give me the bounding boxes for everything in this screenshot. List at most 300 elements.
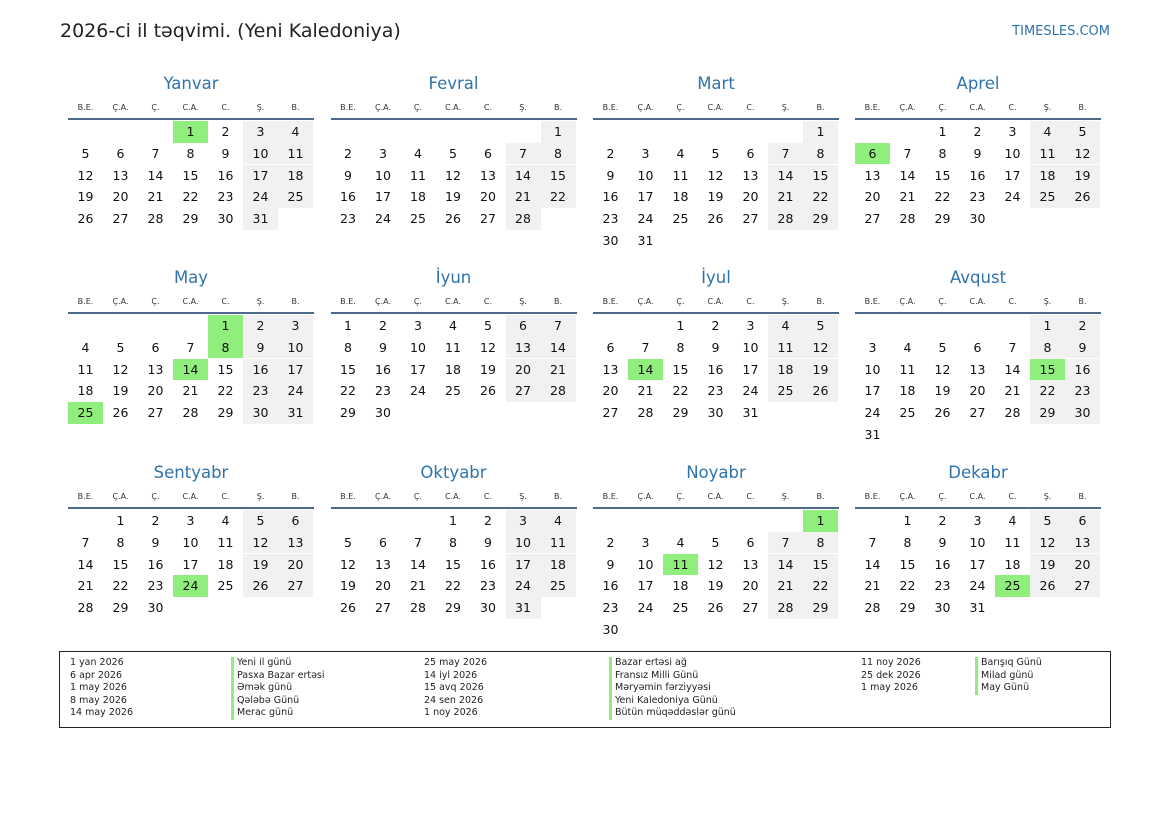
day-cell[interactable]: 14 bbox=[77, 556, 94, 572]
day-cell[interactable]: 21 bbox=[77, 578, 94, 594]
day-cell[interactable]: 26 bbox=[112, 405, 129, 421]
day-cell[interactable]: 4 bbox=[541, 510, 576, 532]
day-cell[interactable]: 6 bbox=[973, 339, 982, 355]
day-cell[interactable]: 19 bbox=[445, 189, 461, 205]
day-cell[interactable]: 6 bbox=[151, 339, 160, 355]
day-cell[interactable]: 25 bbox=[899, 405, 916, 421]
day-cell[interactable]: 30 bbox=[1065, 402, 1100, 424]
day-cell[interactable]: 14 bbox=[1004, 361, 1021, 377]
holiday-day-cell[interactable]: 8 bbox=[208, 337, 243, 359]
day-cell[interactable]: 25 bbox=[541, 575, 576, 597]
day-cell[interactable]: 16 bbox=[217, 167, 234, 183]
day-cell[interactable]: 17 bbox=[864, 383, 881, 399]
day-cell[interactable]: 2 bbox=[484, 513, 492, 528]
day-cell[interactable]: 30 bbox=[602, 233, 619, 248]
day-cell[interactable]: 19 bbox=[1030, 554, 1065, 576]
day-cell[interactable]: 9 bbox=[221, 145, 230, 161]
day-cell[interactable]: 4 bbox=[1030, 121, 1065, 143]
day-cell[interactable]: 21 bbox=[541, 359, 576, 381]
day-cell[interactable]: 19 bbox=[243, 554, 278, 576]
day-cell[interactable]: 25 bbox=[217, 578, 234, 594]
day-cell[interactable]: 31 bbox=[506, 597, 541, 619]
day-cell[interactable]: 31 bbox=[969, 600, 986, 616]
day-cell[interactable]: 12 bbox=[707, 167, 724, 183]
day-cell[interactable]: 15 bbox=[672, 361, 689, 377]
day-cell[interactable]: 5 bbox=[116, 339, 125, 355]
day-cell[interactable]: 23 bbox=[243, 380, 278, 402]
day-cell[interactable]: 17 bbox=[243, 165, 278, 187]
day-cell[interactable]: 26 bbox=[480, 383, 496, 399]
day-cell[interactable]: 4 bbox=[676, 534, 685, 550]
day-cell[interactable]: 10 bbox=[243, 143, 278, 165]
day-cell[interactable]: 7 bbox=[541, 315, 576, 337]
day-cell[interactable]: 25 bbox=[1030, 186, 1065, 208]
day-cell[interactable]: 6 bbox=[746, 534, 755, 550]
day-cell[interactable]: 9 bbox=[1065, 337, 1100, 359]
day-cell[interactable]: 30 bbox=[217, 211, 234, 227]
day-cell[interactable]: 22 bbox=[112, 578, 129, 594]
day-cell[interactable]: 7 bbox=[414, 534, 422, 550]
day-cell[interactable]: 4 bbox=[221, 513, 230, 528]
day-cell[interactable]: 15 bbox=[112, 556, 129, 572]
day-cell[interactable]: 18 bbox=[217, 556, 234, 572]
day-cell[interactable]: 9 bbox=[243, 337, 278, 359]
day-cell[interactable]: 2 bbox=[973, 124, 982, 139]
day-cell[interactable]: 22 bbox=[445, 578, 461, 594]
day-cell[interactable]: 13 bbox=[506, 337, 541, 359]
day-cell[interactable]: 11 bbox=[541, 532, 576, 554]
day-cell[interactable]: 19 bbox=[77, 189, 94, 205]
day-cell[interactable]: 13 bbox=[742, 556, 759, 572]
holiday-day-cell[interactable]: 24 bbox=[173, 575, 208, 597]
day-cell[interactable]: 1 bbox=[541, 121, 576, 143]
day-cell[interactable]: 9 bbox=[938, 534, 947, 550]
day-cell[interactable]: 30 bbox=[707, 405, 724, 421]
day-cell[interactable]: 5 bbox=[1065, 121, 1100, 143]
day-cell[interactable]: 17 bbox=[410, 361, 426, 377]
day-cell[interactable]: 21 bbox=[899, 189, 916, 205]
site-link[interactable]: TIMESLES.COM bbox=[1012, 24, 1110, 39]
day-cell[interactable]: 1 bbox=[344, 318, 352, 333]
day-cell[interactable]: 8 bbox=[116, 534, 125, 550]
day-cell[interactable]: 18 bbox=[672, 578, 689, 594]
day-cell[interactable]: 12 bbox=[340, 556, 356, 572]
day-cell[interactable]: 28 bbox=[864, 600, 881, 616]
day-cell[interactable]: 9 bbox=[344, 167, 352, 183]
holiday-day-cell[interactable]: 14 bbox=[628, 359, 663, 381]
day-cell[interactable]: 14 bbox=[768, 554, 803, 576]
day-cell[interactable]: 24 bbox=[243, 186, 278, 208]
day-cell[interactable]: 3 bbox=[379, 145, 387, 161]
day-cell[interactable]: 23 bbox=[969, 189, 986, 205]
day-cell[interactable]: 16 bbox=[602, 578, 619, 594]
day-cell[interactable]: 15 bbox=[541, 165, 576, 187]
day-cell[interactable]: 16 bbox=[969, 167, 986, 183]
day-cell[interactable]: 1 bbox=[116, 513, 125, 528]
day-cell[interactable]: 12 bbox=[77, 167, 94, 183]
day-cell[interactable]: 21 bbox=[637, 383, 654, 399]
day-cell[interactable]: 5 bbox=[243, 510, 278, 532]
day-cell[interactable]: 20 bbox=[480, 189, 496, 205]
day-cell[interactable]: 28 bbox=[182, 405, 199, 421]
day-cell[interactable]: 3 bbox=[506, 510, 541, 532]
day-cell[interactable]: 13 bbox=[480, 167, 496, 183]
day-cell[interactable]: 29 bbox=[182, 211, 199, 227]
day-cell[interactable]: 14 bbox=[410, 556, 426, 572]
day-cell[interactable]: 8 bbox=[803, 143, 838, 165]
day-cell[interactable]: 3 bbox=[868, 339, 877, 355]
day-cell[interactable]: 28 bbox=[77, 600, 94, 616]
day-cell[interactable]: 7 bbox=[186, 339, 195, 355]
day-cell[interactable]: 6 bbox=[1065, 510, 1100, 532]
day-cell[interactable]: 18 bbox=[77, 383, 94, 399]
day-cell[interactable]: 10 bbox=[1004, 145, 1021, 161]
day-cell[interactable]: 9 bbox=[711, 339, 720, 355]
day-cell[interactable]: 12 bbox=[934, 361, 951, 377]
day-cell[interactable]: 18 bbox=[768, 359, 803, 381]
holiday-day-cell[interactable]: 1 bbox=[803, 510, 838, 532]
day-cell[interactable]: 19 bbox=[1065, 165, 1100, 187]
day-cell[interactable]: 12 bbox=[480, 339, 496, 355]
day-cell[interactable]: 8 bbox=[344, 339, 352, 355]
day-cell[interactable]: 13 bbox=[969, 361, 986, 377]
day-cell[interactable]: 4 bbox=[449, 318, 457, 333]
day-cell[interactable]: 22 bbox=[672, 383, 689, 399]
day-cell[interactable]: 14 bbox=[768, 165, 803, 187]
day-cell[interactable]: 30 bbox=[147, 600, 164, 616]
day-cell[interactable]: 25 bbox=[672, 600, 689, 616]
day-cell[interactable]: 16 bbox=[934, 556, 951, 572]
day-cell[interactable]: 12 bbox=[445, 167, 461, 183]
day-cell[interactable]: 4 bbox=[676, 145, 685, 161]
day-cell[interactable]: 16 bbox=[480, 556, 496, 572]
day-cell[interactable]: 4 bbox=[903, 339, 912, 355]
day-cell[interactable]: 18 bbox=[278, 165, 313, 187]
day-cell[interactable]: 8 bbox=[676, 339, 685, 355]
day-cell[interactable]: 14 bbox=[541, 337, 576, 359]
day-cell[interactable]: 5 bbox=[344, 534, 352, 550]
day-cell[interactable]: 30 bbox=[243, 402, 278, 424]
day-cell[interactable]: 20 bbox=[112, 189, 129, 205]
day-cell[interactable]: 26 bbox=[707, 211, 724, 227]
day-cell[interactable]: 15 bbox=[182, 167, 199, 183]
day-cell[interactable]: 25 bbox=[672, 211, 689, 227]
day-cell[interactable]: 2 bbox=[243, 315, 278, 337]
day-cell[interactable]: 17 bbox=[278, 359, 313, 381]
day-cell[interactable]: 6 bbox=[116, 145, 125, 161]
day-cell[interactable]: 16 bbox=[243, 359, 278, 381]
day-cell[interactable]: 23 bbox=[147, 578, 164, 594]
day-cell[interactable]: 19 bbox=[803, 359, 838, 381]
day-cell[interactable]: 25 bbox=[445, 383, 461, 399]
day-cell[interactable]: 2 bbox=[344, 145, 352, 161]
day-cell[interactable]: 19 bbox=[707, 189, 724, 205]
day-cell[interactable]: 26 bbox=[707, 600, 724, 616]
day-cell[interactable]: 6 bbox=[484, 145, 492, 161]
day-cell[interactable]: 28 bbox=[768, 597, 803, 619]
day-cell[interactable]: 11 bbox=[217, 534, 234, 550]
day-cell[interactable]: 8 bbox=[186, 145, 195, 161]
day-cell[interactable]: 13 bbox=[112, 167, 129, 183]
day-cell[interactable]: 29 bbox=[803, 597, 838, 619]
day-cell[interactable]: 15 bbox=[899, 556, 916, 572]
day-cell[interactable]: 2 bbox=[606, 534, 615, 550]
day-cell[interactable]: 22 bbox=[934, 189, 951, 205]
day-cell[interactable]: 26 bbox=[77, 211, 94, 227]
day-cell[interactable]: 22 bbox=[899, 578, 916, 594]
day-cell[interactable]: 17 bbox=[742, 361, 759, 377]
day-cell[interactable]: 15 bbox=[217, 361, 234, 377]
day-cell[interactable]: 5 bbox=[938, 339, 947, 355]
day-cell[interactable]: 10 bbox=[637, 167, 654, 183]
day-cell[interactable]: 31 bbox=[278, 402, 313, 424]
day-cell[interactable]: 30 bbox=[934, 600, 951, 616]
day-cell[interactable]: 3 bbox=[973, 513, 982, 528]
day-cell[interactable]: 30 bbox=[480, 600, 496, 616]
day-cell[interactable]: 3 bbox=[243, 121, 278, 143]
day-cell[interactable]: 24 bbox=[375, 211, 391, 227]
day-cell[interactable]: 27 bbox=[506, 380, 541, 402]
day-cell[interactable]: 26 bbox=[803, 380, 838, 402]
day-cell[interactable]: 15 bbox=[803, 165, 838, 187]
day-cell[interactable]: 24 bbox=[637, 211, 654, 227]
day-cell[interactable]: 29 bbox=[340, 405, 356, 421]
day-cell[interactable]: 7 bbox=[81, 534, 90, 550]
day-cell[interactable]: 19 bbox=[112, 383, 129, 399]
day-cell[interactable]: 19 bbox=[707, 578, 724, 594]
day-cell[interactable]: 20 bbox=[602, 383, 619, 399]
day-cell[interactable]: 2 bbox=[151, 513, 160, 528]
day-cell[interactable]: 15 bbox=[340, 361, 356, 377]
day-cell[interactable]: 5 bbox=[484, 318, 492, 333]
day-cell[interactable]: 17 bbox=[637, 189, 654, 205]
day-cell[interactable]: 18 bbox=[899, 383, 916, 399]
day-cell[interactable]: 27 bbox=[112, 211, 129, 227]
day-cell[interactable]: 1 bbox=[1030, 315, 1065, 337]
day-cell[interactable]: 7 bbox=[868, 534, 877, 550]
day-cell[interactable]: 17 bbox=[375, 189, 391, 205]
day-cell[interactable]: 21 bbox=[410, 578, 426, 594]
day-cell[interactable]: 21 bbox=[506, 186, 541, 208]
day-cell[interactable]: 21 bbox=[147, 189, 164, 205]
day-cell[interactable]: 9 bbox=[151, 534, 160, 550]
day-cell[interactable]: 12 bbox=[243, 532, 278, 554]
day-cell[interactable]: 10 bbox=[864, 361, 881, 377]
day-cell[interactable]: 4 bbox=[768, 315, 803, 337]
day-cell[interactable]: 12 bbox=[1065, 143, 1100, 165]
day-cell[interactable]: 7 bbox=[506, 143, 541, 165]
day-cell[interactable]: 21 bbox=[768, 575, 803, 597]
day-cell[interactable]: 6 bbox=[506, 315, 541, 337]
day-cell[interactable]: 23 bbox=[217, 189, 234, 205]
day-cell[interactable]: 16 bbox=[147, 556, 164, 572]
day-cell[interactable]: 3 bbox=[746, 318, 755, 333]
day-cell[interactable]: 3 bbox=[641, 534, 650, 550]
day-cell[interactable]: 13 bbox=[375, 556, 391, 572]
day-cell[interactable]: 24 bbox=[278, 380, 313, 402]
day-cell[interactable]: 10 bbox=[375, 167, 391, 183]
day-cell[interactable]: 25 bbox=[768, 380, 803, 402]
day-cell[interactable]: 9 bbox=[973, 145, 982, 161]
day-cell[interactable]: 4 bbox=[1008, 513, 1017, 528]
day-cell[interactable]: 8 bbox=[903, 534, 912, 550]
day-cell[interactable]: 26 bbox=[445, 211, 461, 227]
day-cell[interactable]: 6 bbox=[278, 510, 313, 532]
day-cell[interactable]: 8 bbox=[938, 145, 947, 161]
day-cell[interactable]: 9 bbox=[606, 167, 615, 183]
day-cell[interactable]: 9 bbox=[484, 534, 492, 550]
day-cell[interactable]: 29 bbox=[899, 600, 916, 616]
holiday-day-cell[interactable]: 14 bbox=[173, 359, 208, 381]
day-cell[interactable]: 23 bbox=[480, 578, 496, 594]
day-cell[interactable]: 20 bbox=[1065, 554, 1100, 576]
day-cell[interactable]: 7 bbox=[768, 143, 803, 165]
day-cell[interactable]: 12 bbox=[707, 556, 724, 572]
day-cell[interactable]: 10 bbox=[278, 337, 313, 359]
day-cell[interactable]: 17 bbox=[969, 556, 986, 572]
day-cell[interactable]: 24 bbox=[637, 600, 654, 616]
day-cell[interactable]: 16 bbox=[340, 189, 356, 205]
day-cell[interactable]: 18 bbox=[541, 554, 576, 576]
day-cell[interactable]: 22 bbox=[803, 186, 838, 208]
day-cell[interactable]: 1 bbox=[938, 124, 947, 139]
day-cell[interactable]: 15 bbox=[934, 167, 951, 183]
day-cell[interactable]: 19 bbox=[480, 361, 496, 377]
day-cell[interactable]: 14 bbox=[864, 556, 881, 572]
day-cell[interactable]: 31 bbox=[243, 208, 278, 230]
day-cell[interactable]: 29 bbox=[445, 600, 461, 616]
day-cell[interactable]: 28 bbox=[637, 405, 654, 421]
day-cell[interactable]: 27 bbox=[147, 405, 164, 421]
holiday-day-cell[interactable]: 6 bbox=[855, 143, 890, 165]
day-cell[interactable]: 3 bbox=[186, 513, 195, 528]
day-cell[interactable]: 11 bbox=[278, 143, 313, 165]
day-cell[interactable]: 22 bbox=[1030, 380, 1065, 402]
day-cell[interactable]: 2 bbox=[221, 124, 230, 139]
day-cell[interactable]: 31 bbox=[637, 233, 654, 248]
day-cell[interactable]: 23 bbox=[340, 211, 356, 227]
day-cell[interactable]: 23 bbox=[602, 600, 619, 616]
day-cell[interactable]: 23 bbox=[602, 211, 619, 227]
day-cell[interactable]: 13 bbox=[742, 167, 759, 183]
day-cell[interactable]: 24 bbox=[1004, 189, 1021, 205]
day-cell[interactable]: 10 bbox=[506, 532, 541, 554]
day-cell[interactable]: 16 bbox=[602, 189, 619, 205]
day-cell[interactable]: 28 bbox=[541, 380, 576, 402]
day-cell[interactable]: 30 bbox=[602, 622, 619, 637]
day-cell[interactable]: 13 bbox=[147, 361, 164, 377]
day-cell[interactable]: 11 bbox=[768, 337, 803, 359]
day-cell[interactable]: 7 bbox=[768, 532, 803, 554]
day-cell[interactable]: 11 bbox=[672, 167, 689, 183]
day-cell[interactable]: 1 bbox=[803, 121, 838, 143]
day-cell[interactable]: 1 bbox=[903, 513, 912, 528]
day-cell[interactable]: 24 bbox=[742, 383, 759, 399]
day-cell[interactable]: 7 bbox=[1008, 339, 1017, 355]
day-cell[interactable]: 2 bbox=[711, 318, 720, 333]
day-cell[interactable]: 17 bbox=[1004, 167, 1021, 183]
day-cell[interactable]: 12 bbox=[112, 361, 129, 377]
day-cell[interactable]: 27 bbox=[969, 405, 986, 421]
day-cell[interactable]: 8 bbox=[1030, 337, 1065, 359]
day-cell[interactable]: 14 bbox=[147, 167, 164, 183]
day-cell[interactable]: 29 bbox=[803, 208, 838, 230]
day-cell[interactable]: 28 bbox=[410, 600, 426, 616]
day-cell[interactable]: 23 bbox=[375, 383, 391, 399]
day-cell[interactable]: 1 bbox=[449, 513, 457, 528]
day-cell[interactable]: 29 bbox=[112, 600, 129, 616]
day-cell[interactable]: 30 bbox=[375, 405, 391, 421]
day-cell[interactable]: 30 bbox=[969, 211, 986, 227]
holiday-day-cell[interactable]: 25 bbox=[68, 402, 103, 424]
day-cell[interactable]: 15 bbox=[445, 556, 461, 572]
holiday-day-cell[interactable]: 15 bbox=[1030, 359, 1065, 381]
day-cell[interactable]: 26 bbox=[934, 405, 951, 421]
day-cell[interactable]: 27 bbox=[742, 600, 759, 616]
day-cell[interactable]: 17 bbox=[506, 554, 541, 576]
day-cell[interactable]: 27 bbox=[1065, 575, 1100, 597]
day-cell[interactable]: 27 bbox=[864, 211, 881, 227]
day-cell[interactable]: 20 bbox=[147, 383, 164, 399]
day-cell[interactable]: 4 bbox=[278, 121, 313, 143]
day-cell[interactable]: 31 bbox=[742, 405, 759, 421]
day-cell[interactable]: 16 bbox=[707, 361, 724, 377]
day-cell[interactable]: 14 bbox=[899, 167, 916, 183]
day-cell[interactable]: 2 bbox=[1065, 315, 1100, 337]
day-cell[interactable]: 23 bbox=[707, 383, 724, 399]
day-cell[interactable]: 21 bbox=[864, 578, 881, 594]
day-cell[interactable]: 1 bbox=[676, 318, 685, 333]
day-cell[interactable]: 27 bbox=[375, 600, 391, 616]
day-cell[interactable]: 17 bbox=[182, 556, 199, 572]
day-cell[interactable]: 23 bbox=[934, 578, 951, 594]
day-cell[interactable]: 29 bbox=[934, 211, 951, 227]
day-cell[interactable]: 21 bbox=[1004, 383, 1021, 399]
day-cell[interactable]: 20 bbox=[742, 578, 759, 594]
day-cell[interactable]: 21 bbox=[182, 383, 199, 399]
day-cell[interactable]: 24 bbox=[506, 575, 541, 597]
day-cell[interactable]: 27 bbox=[278, 575, 313, 597]
day-cell[interactable]: 11 bbox=[1004, 534, 1021, 550]
day-cell[interactable]: 20 bbox=[742, 189, 759, 205]
day-cell[interactable]: 6 bbox=[606, 339, 615, 355]
day-cell[interactable]: 26 bbox=[1065, 186, 1100, 208]
day-cell[interactable]: 26 bbox=[340, 600, 356, 616]
day-cell[interactable]: 27 bbox=[742, 211, 759, 227]
day-cell[interactable]: 27 bbox=[480, 211, 496, 227]
day-cell[interactable]: 20 bbox=[969, 383, 986, 399]
day-cell[interactable]: 13 bbox=[864, 167, 881, 183]
day-cell[interactable]: 12 bbox=[1030, 532, 1065, 554]
day-cell[interactable]: 18 bbox=[1030, 165, 1065, 187]
day-cell[interactable]: 14 bbox=[506, 165, 541, 187]
day-cell[interactable]: 27 bbox=[602, 405, 619, 421]
day-cell[interactable]: 5 bbox=[711, 145, 720, 161]
day-cell[interactable]: 11 bbox=[77, 361, 94, 377]
day-cell[interactable]: 5 bbox=[81, 145, 90, 161]
holiday-day-cell[interactable]: 11 bbox=[663, 554, 698, 576]
day-cell[interactable]: 25 bbox=[410, 211, 426, 227]
day-cell[interactable]: 22 bbox=[541, 186, 576, 208]
day-cell[interactable]: 24 bbox=[410, 383, 426, 399]
day-cell[interactable]: 20 bbox=[864, 189, 881, 205]
day-cell[interactable]: 10 bbox=[182, 534, 199, 550]
day-cell[interactable]: 18 bbox=[445, 361, 461, 377]
day-cell[interactable]: 9 bbox=[606, 556, 615, 572]
day-cell[interactable]: 4 bbox=[81, 339, 90, 355]
day-cell[interactable]: 13 bbox=[1065, 532, 1100, 554]
day-cell[interactable]: 10 bbox=[742, 339, 759, 355]
